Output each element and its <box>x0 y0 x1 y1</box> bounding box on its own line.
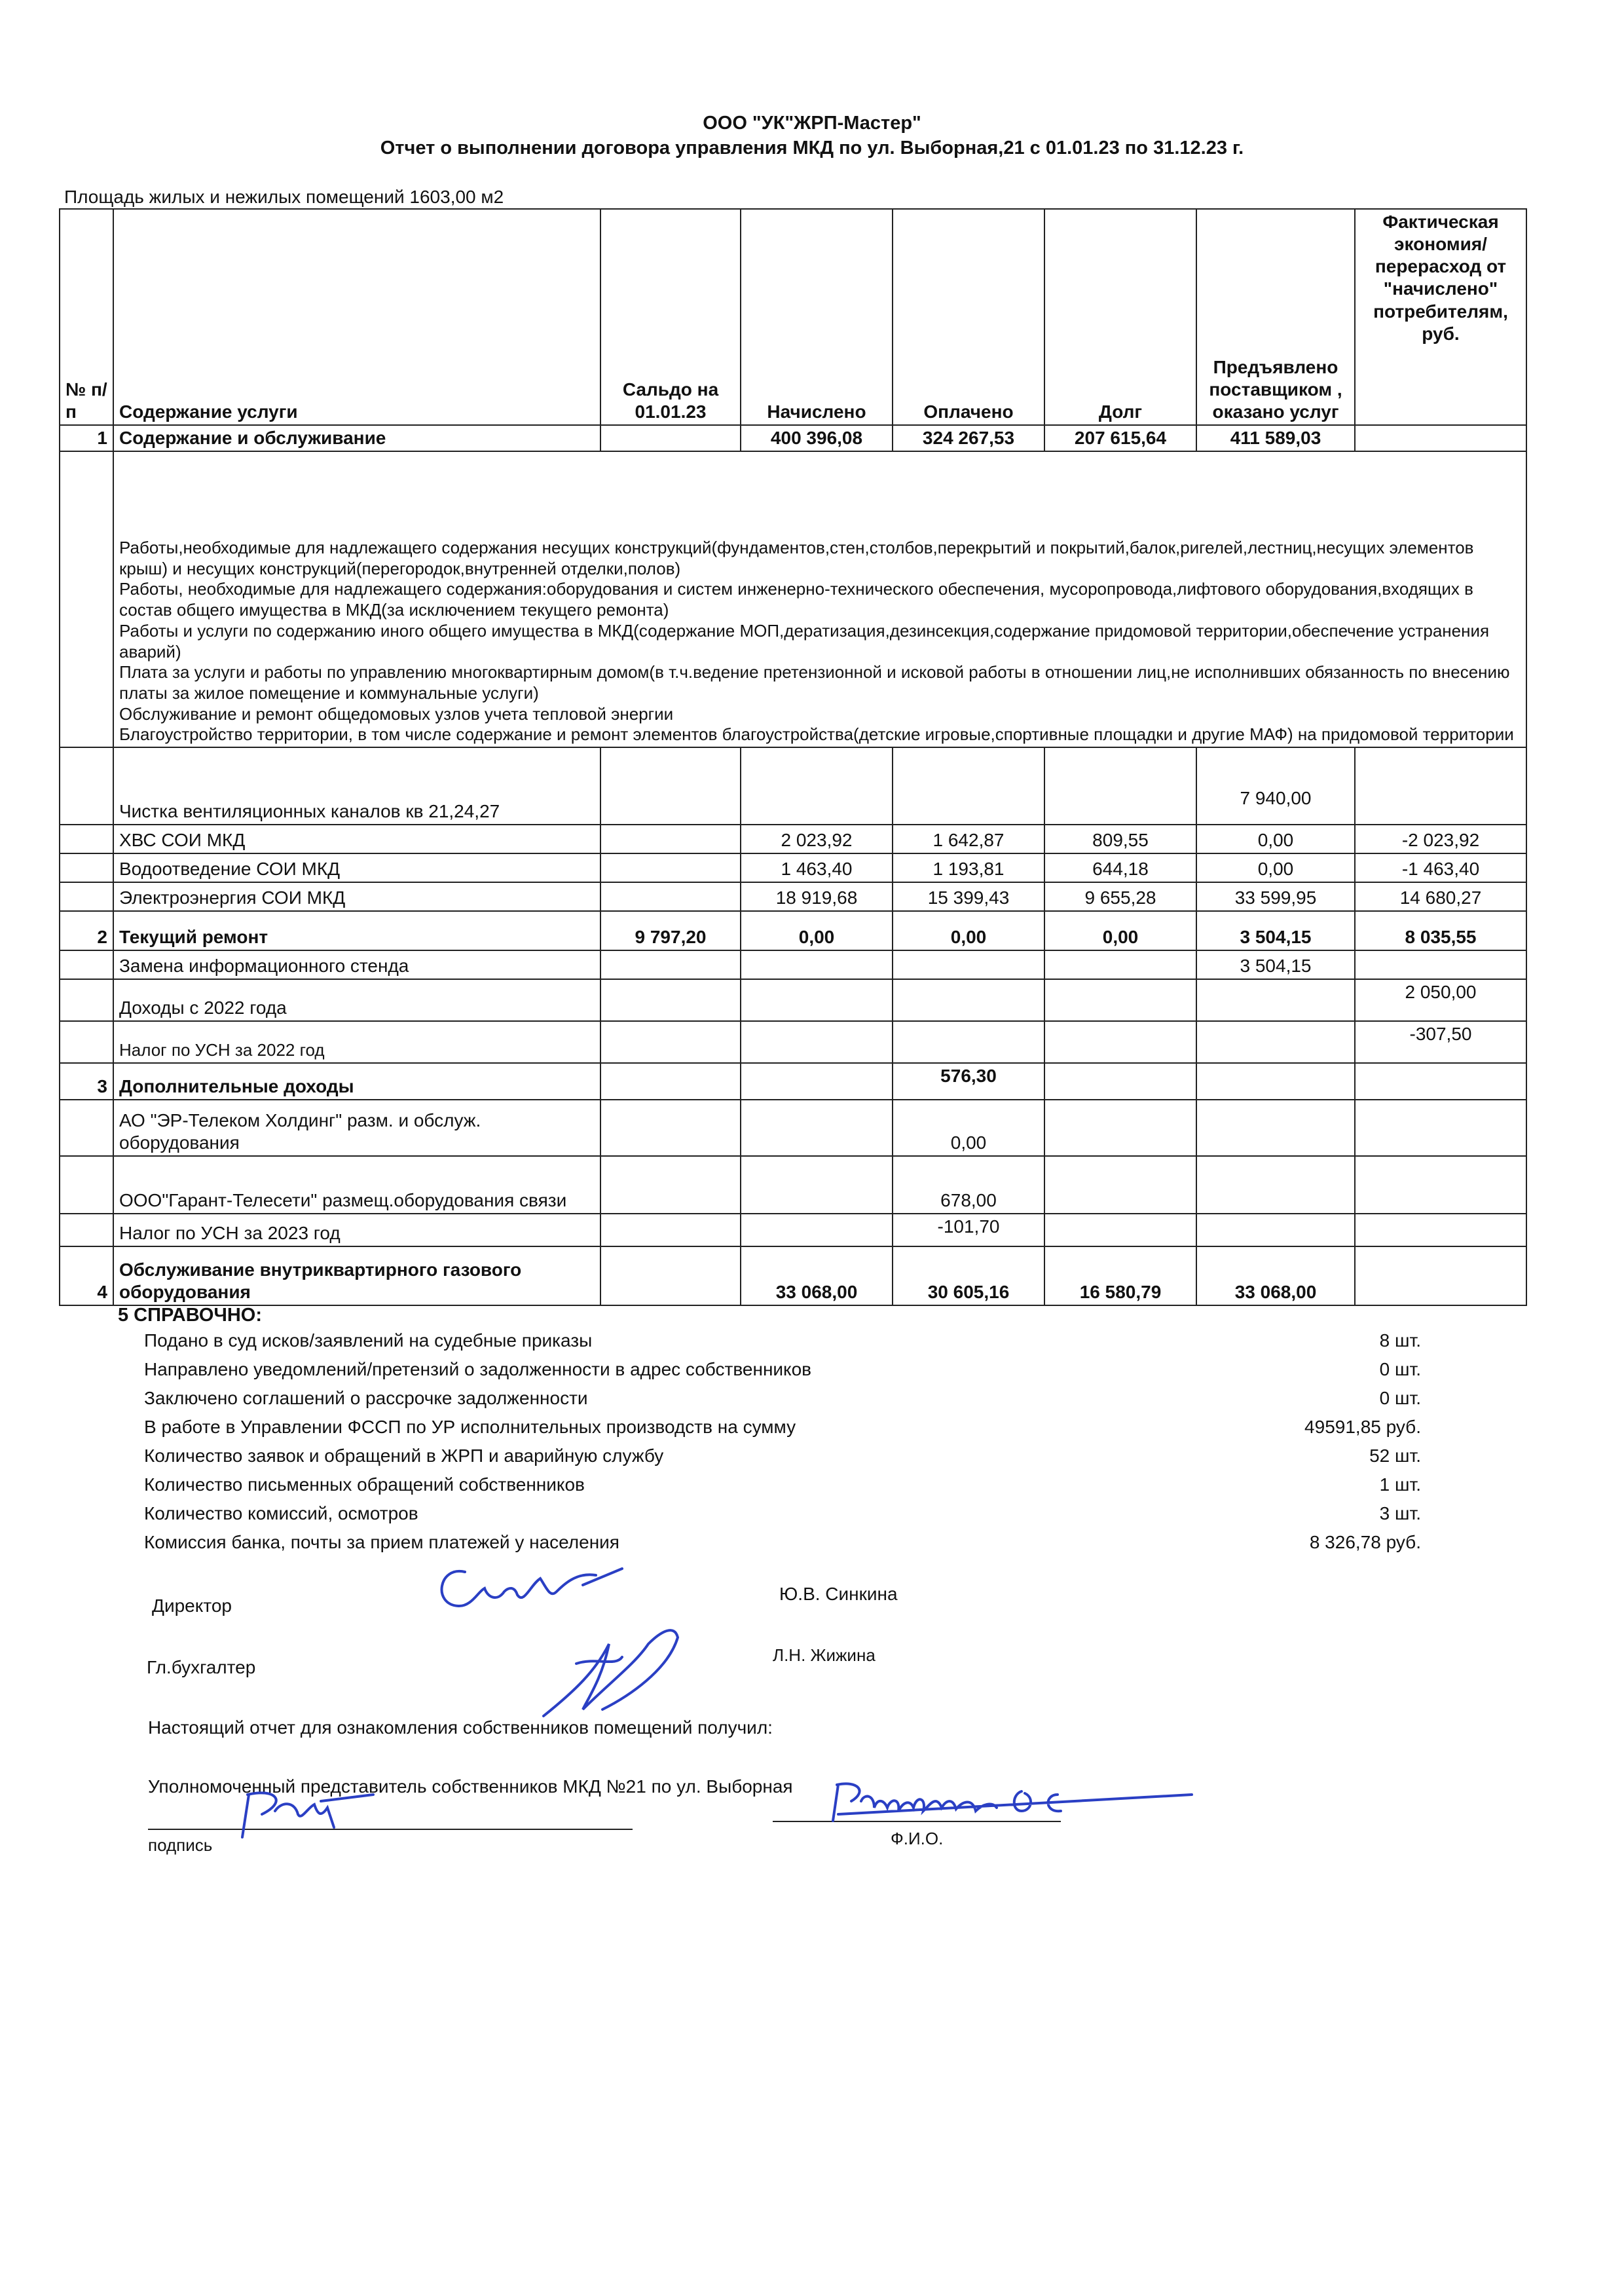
table-header-row <box>60 209 1526 425</box>
accountant-signature-icon <box>537 1618 688 1723</box>
reference-label: Заключено соглашений о рассрочке задолженности <box>144 1388 588 1408</box>
section-1-row <box>60 425 1526 451</box>
reference-value: 8 326,78 руб. <box>1309 1532 1421 1552</box>
reference-item <box>118 1470 1421 1499</box>
paid-value: 1 642,87 <box>893 825 1044 853</box>
representative-name-handwritten-icon <box>825 1775 1192 1834</box>
section-economy: 8 035,55 <box>1355 911 1526 950</box>
charged-value: 1 463,40 <box>741 853 893 882</box>
col-header-paid: Оплачено <box>893 209 1044 425</box>
company-name: ООО "УК"ЖРП-Мастер" <box>703 113 921 134</box>
paid-value: 15 399,43 <box>893 882 1044 911</box>
section-debt: 16 580,79 <box>1044 1246 1196 1305</box>
section-label: Дополнительные доходы <box>113 1063 600 1100</box>
table-row <box>60 853 1526 882</box>
section-label: Содержание и обслуживание <box>113 425 600 451</box>
section-3-row <box>60 1063 1526 1100</box>
section-charged: 0,00 <box>741 911 893 950</box>
reference-label: В работе в Управлении ФССП по УР исполнительных производств на сумму <box>144 1417 796 1437</box>
section-2-row <box>60 911 1526 950</box>
section-index: 1 <box>60 425 113 451</box>
reference-item <box>118 1355 1421 1384</box>
fio-label: Ф.И.О. <box>891 1829 944 1848</box>
economy-value: -2 023,92 <box>1355 825 1526 853</box>
description-item: Работы и услуги по содержанию иного общего имущества в МКД(содержание МОП,дератизация,дезинсекция,содержание придомовой территории,обеспечение устранения аварий) <box>119 620 1490 662</box>
charged-value: 2 023,92 <box>741 825 893 853</box>
paid-value: 678,00 <box>893 1156 1044 1214</box>
reference-item <box>118 1499 1421 1528</box>
table-row <box>60 1100 1526 1156</box>
debt-value: 644,18 <box>1044 853 1196 882</box>
reference-value: 1 шт. <box>1379 1474 1421 1495</box>
col-header-saldo: Сальдо на 01.01.23 <box>600 209 741 425</box>
section-4-row <box>60 1246 1526 1305</box>
representative-text: Уполномоченный представитель собственников МКД №21 по ул. Выборная <box>148 1776 793 1797</box>
col-header-service: Содержание услуги <box>113 209 600 425</box>
table-row <box>60 950 1526 979</box>
director-role: Директор <box>152 1595 232 1616</box>
description-list <box>113 451 1526 747</box>
paid-value: 1 193,81 <box>893 853 1044 882</box>
reference-label: Подано в суд исков/заявлений на судебные приказы <box>144 1330 593 1351</box>
section-paid: 30 605,16 <box>893 1246 1044 1305</box>
debt-value: 9 655,28 <box>1044 882 1196 911</box>
section-presented: 33 068,00 <box>1196 1246 1355 1305</box>
section-index: 4 <box>60 1246 113 1305</box>
section-index: 3 <box>60 1063 113 1100</box>
section-label: Обслуживание внутриквартирного газового оборудования <box>113 1246 600 1305</box>
reference-item <box>118 1384 1421 1413</box>
reference-section <box>118 1305 1421 1557</box>
section-index: 2 <box>60 911 113 950</box>
director-name: Ю.В. Синкина <box>779 1584 898 1604</box>
reference-label: Направлено уведомлений/претензий о задолженности в адрес собственников <box>144 1359 812 1379</box>
signature-label: подпись <box>148 1835 213 1855</box>
service-name: Электроэнергия СОИ МКД <box>113 882 600 911</box>
service-name: АО "ЭР-Телеком Холдинг" разм. и обслуж. оборудования <box>113 1100 600 1156</box>
col-header-charged: Начислено <box>741 209 893 425</box>
report-table <box>59 208 1527 1306</box>
presented-value: 0,00 <box>1196 853 1355 882</box>
reference-value: 0 шт. <box>1379 1388 1421 1408</box>
accountant-name: Л.Н. Жижина <box>773 1645 876 1665</box>
section-charged: 400 396,08 <box>741 425 893 451</box>
col-header-num: № п/п <box>60 209 113 425</box>
table-row <box>60 882 1526 911</box>
economy-value: 14 680,27 <box>1355 882 1526 911</box>
table-row <box>60 1021 1526 1063</box>
accountant-role: Гл.бухгалтер <box>147 1657 256 1677</box>
reference-item <box>118 1326 1421 1355</box>
section-debt: 0,00 <box>1044 911 1196 950</box>
reference-value: 8 шт. <box>1379 1330 1421 1351</box>
description-item: Благоустройство территории, в том числе содержание и ремонт элементов благоустройства(детские игровые,спортивные площадки и другие МАФ) на придомовой территории <box>119 724 1514 745</box>
economy-value: -307,50 <box>1355 1021 1526 1063</box>
service-name: ООО"Гарант-Телесети" размещ.оборудования связи <box>113 1156 600 1214</box>
table-row <box>60 1214 1526 1246</box>
area-line: Площадь жилых и нежилых помещений 1603,00 м2 <box>64 187 504 207</box>
reference-heading: 5 СПРАВОЧНО: <box>118 1305 263 1326</box>
report-title: Отчет о выполнении договора управления МКД по ул. Выборная,21 с 01.01.23 по 31.12.23 г. <box>380 138 1244 159</box>
section-charged: 33 068,00 <box>741 1246 893 1305</box>
section-paid: 324 267,53 <box>893 425 1044 451</box>
presented-value: 7 940,00 <box>1196 747 1355 825</box>
service-name: Чистка вентиляционных каналов кв 21,24,27 <box>113 747 600 825</box>
section-1-descriptions <box>60 451 1526 747</box>
presented-value: 3 504,15 <box>1196 950 1355 979</box>
table-row <box>60 747 1526 825</box>
representative-signature-icon <box>236 1782 386 1847</box>
reference-value: 52 шт. <box>1369 1446 1421 1466</box>
service-name: Налог по УСН за 2022 год <box>113 1021 600 1063</box>
reference-label: Количество заявок и обращений в ЖРП и аварийную службу <box>144 1446 664 1466</box>
description-item: Работы,необходимые для надлежащего содержания несущих конструкций(фундаментов,стен,столбов,перекрытий и покрытий,балок,ригелей,лестниц,несущих элементов крыш) и несущих конструкций(перегородок,внутренней отделки,полов) <box>119 537 1474 578</box>
reference-label: Комиссия банка, почты за прием платежей у населения <box>144 1532 619 1552</box>
charged-value: 18 919,68 <box>741 882 893 911</box>
description-item: Работы, необходимые для надлежащего содержания:оборудования и систем инженерно-технического обеспечения, мусоропровода,лифтового оборудования,входящих в состав общего имущества в МКД(за исключением текущего ремонта) <box>119 579 1473 620</box>
section-debt: 207 615,64 <box>1044 425 1196 451</box>
section-saldo: 9 797,20 <box>600 911 741 950</box>
description-item: Обслуживание и ремонт общедомовых узлов учета тепловой энергии <box>119 703 674 724</box>
reference-item <box>118 1528 1421 1557</box>
reference-item <box>118 1413 1421 1442</box>
presented-value: 33 599,95 <box>1196 882 1355 911</box>
service-name: Доходы с 2022 года <box>113 979 600 1021</box>
economy-value: 2 050,00 <box>1355 979 1526 1021</box>
section-paid: 0,00 <box>893 911 1044 950</box>
col-header-economy: Фактическая экономия/перерасход от "начислено" потребителям, руб. <box>1355 209 1526 425</box>
presented-value: 0,00 <box>1196 825 1355 853</box>
service-name: Налог по УСН за 2023 год <box>113 1214 600 1246</box>
table-row <box>60 979 1526 1021</box>
paid-value: 0,00 <box>893 1100 1044 1156</box>
economy-value: -1 463,40 <box>1355 853 1526 882</box>
received-text: Настоящий отчет для ознакомления собственников помещений получил: <box>148 1717 773 1738</box>
reference-value: 49591,85 руб. <box>1304 1417 1421 1437</box>
reference-label: Количество комиссий, осмотров <box>144 1503 418 1523</box>
section-paid: 576,30 <box>893 1063 1044 1100</box>
section-presented: 411 589,03 <box>1196 425 1355 451</box>
service-name: ХВС СОИ МКД <box>113 825 600 853</box>
col-header-presented: Предъявлено поставщиком , оказано услуг <box>1196 209 1355 425</box>
table-row <box>60 825 1526 853</box>
description-item: Плата за услуги и работы по управлению многоквартирным домом(в т.ч.ведение претензионной и исковой работы в отношении лиц,не исполнивших обязанность по внесению платы за жилое помещение и коммунальные услуги) <box>119 662 1510 703</box>
reference-label: Количество письменных обращений собственников <box>144 1474 585 1495</box>
section-label: Текущий ремонт <box>113 911 600 950</box>
reference-item <box>118 1442 1421 1470</box>
table-row <box>60 1156 1526 1214</box>
reference-value: 3 шт. <box>1379 1503 1421 1523</box>
col-header-debt: Долг <box>1044 209 1196 425</box>
section-presented: 3 504,15 <box>1196 911 1355 950</box>
reference-value: 0 шт. <box>1379 1359 1421 1379</box>
paid-value: -101,70 <box>893 1214 1044 1246</box>
debt-value: 809,55 <box>1044 825 1196 853</box>
service-name: Водоотведение СОИ МКД <box>113 853 600 882</box>
signature-line <box>148 1829 633 1830</box>
service-name: Замена информационного стенда <box>113 950 600 979</box>
